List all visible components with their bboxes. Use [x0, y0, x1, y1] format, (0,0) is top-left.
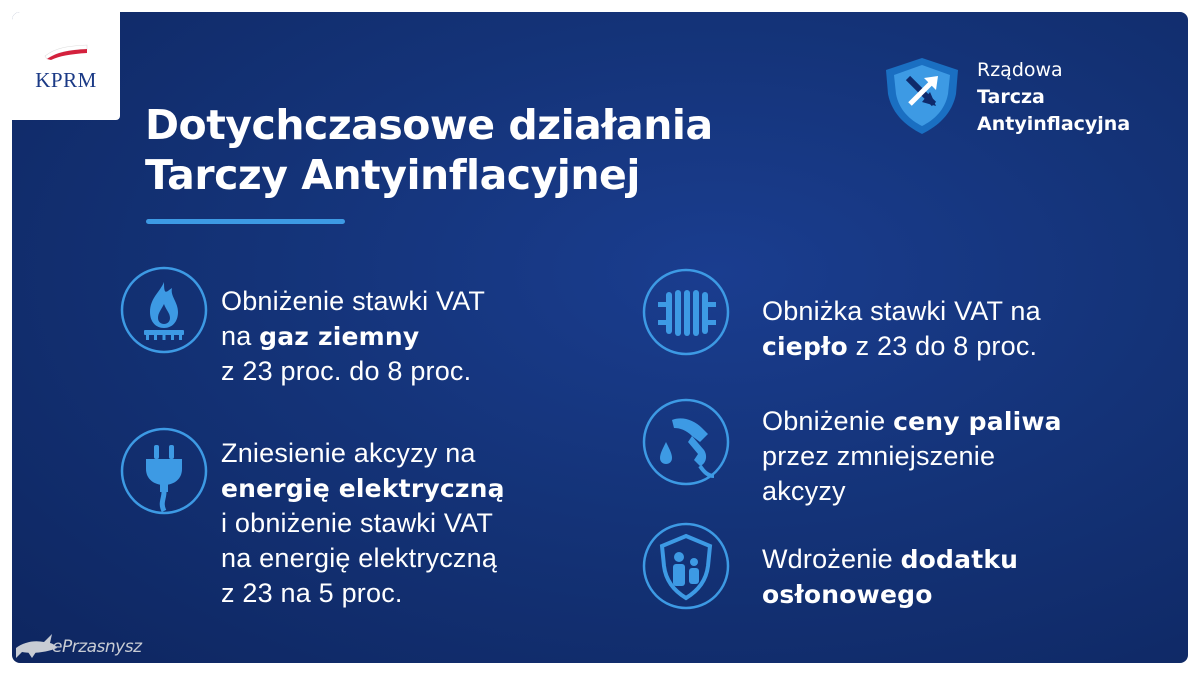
fuel-nozzle-icon: [642, 398, 730, 486]
brand-line-3: Antyinflacyjna: [977, 113, 1131, 135]
text-line: Obniżenie stawki VAT: [221, 286, 486, 316]
brand-line-2: Tarcza: [977, 86, 1045, 108]
shield-arrows-icon: [880, 54, 964, 138]
power-plug-icon: [120, 427, 208, 515]
bold-phrase: gaz ziemny: [259, 322, 420, 351]
radiator-icon: [642, 268, 730, 356]
bold-phrase: ciepło: [762, 332, 848, 361]
text-line: Zniesienie akcyzy na: [221, 438, 476, 468]
brand-badge: [880, 54, 1180, 144]
title-line-1: Dotychczasowe działania: [145, 101, 713, 149]
text-line: na gaz ziemny: [221, 321, 420, 351]
watermark: [14, 628, 174, 662]
page-title: [145, 100, 713, 200]
text-line: Wdrożenie dodatku: [762, 544, 1019, 574]
title-line-2: Tarczy Antyinflacyjnej: [145, 151, 640, 199]
item-allowance-text: [762, 542, 1018, 612]
watermark-text: ePrzasnysz: [52, 637, 142, 657]
text-line: przez zmniejszenie: [762, 441, 996, 471]
title-underline: [146, 219, 345, 224]
bold-phrase: dodatku: [900, 545, 1019, 574]
text-line: [762, 577, 1018, 612]
infographic-panel: [12, 12, 1188, 663]
item-fuel-text: [762, 404, 1062, 509]
kprm-logo[interactable]: [12, 12, 120, 120]
bold-phrase: osłonowego: [762, 580, 933, 609]
text-line: Obniżka stawki VAT na: [762, 296, 1041, 326]
item-heat-text: [762, 294, 1041, 364]
text-line: z 23 na 5 proc.: [221, 578, 403, 608]
brand-line-1: Rządowa: [977, 59, 1063, 81]
logo-text: KPRM: [35, 68, 97, 92]
text-line: [221, 471, 505, 506]
family-shield-icon: [642, 522, 730, 610]
text-line: na energię elektryczną: [221, 543, 498, 573]
text-line: i obniżenie stawki VAT: [221, 508, 494, 538]
text-line: akcyzy: [762, 476, 846, 506]
item-electricity-text: [221, 436, 505, 611]
text-line: Obniżenie ceny paliwa: [762, 406, 1062, 436]
gas-flame-icon: [120, 266, 208, 354]
item-gas-text: [221, 284, 485, 389]
bold-phrase: energię elektryczną: [221, 474, 505, 503]
text-line: z 23 proc. do 8 proc.: [221, 356, 472, 386]
text-line: ciepło z 23 do 8 proc.: [762, 331, 1038, 361]
brand-text: [977, 57, 1130, 138]
polish-flag-icon: [43, 44, 89, 60]
bold-phrase: ceny paliwa: [893, 407, 1062, 436]
